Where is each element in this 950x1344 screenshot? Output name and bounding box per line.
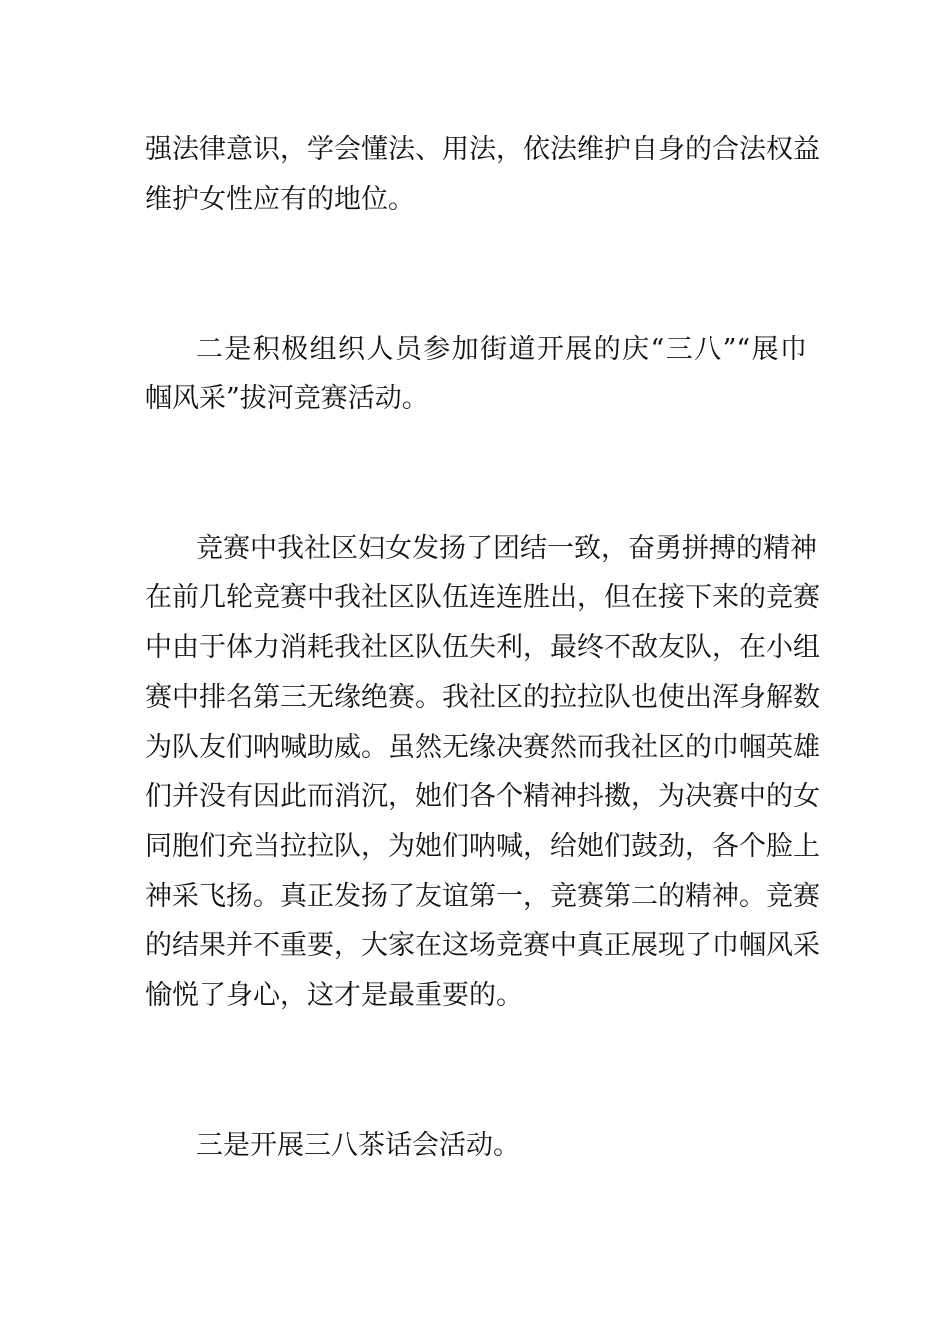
- paragraph-3-line-9: 的结果并不重要，大家在这场竞赛中真正展现了巾帼风采: [145, 930, 820, 961]
- paragraph-3-line-2: 在前几轮竞赛中我社区队伍连连胜出，但在接下来的竞赛: [145, 582, 820, 613]
- paragraph-2-line-2: 帼风采”拔河竞赛活动。: [145, 383, 429, 414]
- paragraph-3-line-7: 同胞们充当拉拉队，为她们呐喊，给她们鼓劲，各个脸上: [145, 831, 820, 862]
- paragraph-3-line-1: 竞赛中我社区妇女发扬了团结一致，奋勇拼搏的精神: [196, 533, 817, 564]
- paragraph-4-line-1: 三是开展三八茶话会活动。: [196, 1130, 520, 1161]
- paragraph-3-line-3: 中由于体力消耗我社区队伍失利，最终不敌友队，在小组: [145, 632, 820, 663]
- paragraph-3-line-6: 们并没有因此而消沉，她们各个精神抖擞，为决赛中的女: [145, 781, 820, 812]
- paragraph-3-line-5: 为队友们呐喊助威。虽然无缘决赛然而我社区的巾帼英雄: [145, 732, 820, 763]
- paragraph-3-line-8: 神采飞扬。真正发扬了友谊第一，竞赛第二的精神。竞赛: [145, 881, 820, 912]
- paragraph-2-line-1: 二是积极组织人员参加街道开展的庆“三八”“展巾: [196, 334, 807, 365]
- paragraph-1-line-1: 强法律意识，学会懂法、用法，依法维护自身的合法权益: [145, 134, 820, 165]
- paragraph-1-line-2: 维护女性应有的地位。: [145, 184, 415, 215]
- paragraph-3-line-4: 赛中排名第三无缘绝赛。我社区的拉拉队也使出浑身解数: [145, 682, 820, 713]
- paragraph-3-line-10: 愉悦了身心，这才是最重要的。: [145, 980, 523, 1011]
